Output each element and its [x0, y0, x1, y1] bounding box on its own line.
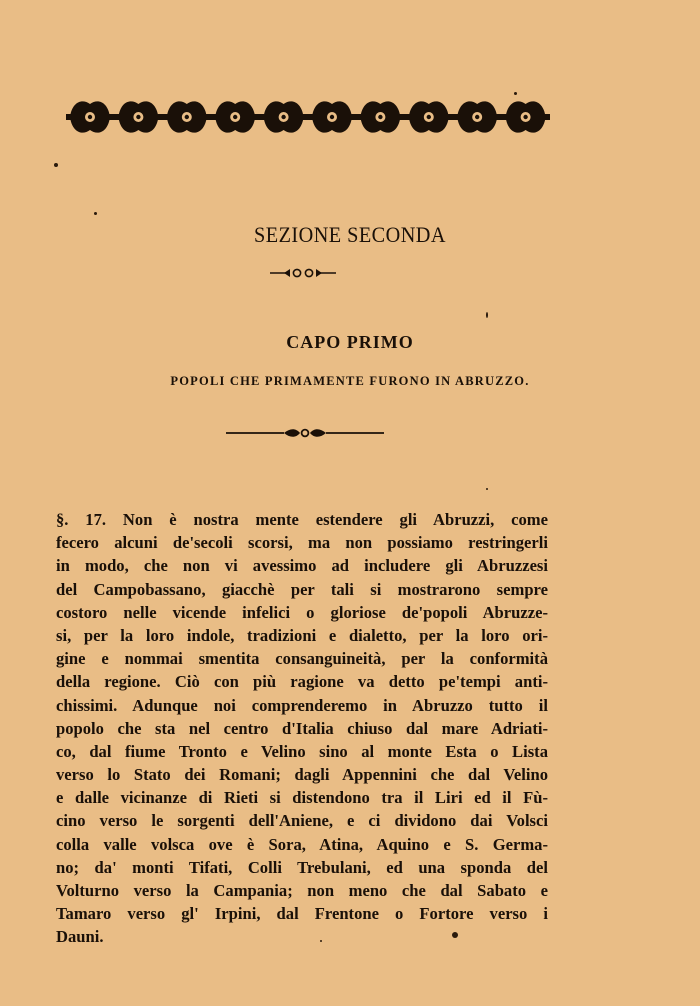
- body-line: popolo che sta nel centro d'Italia chiuso dal mare Adriati-: [56, 718, 548, 738]
- body-line: si, per la loro indole, tradizioni e dialetto, per la loro ori-: [56, 625, 548, 645]
- floral-motif-dot: [136, 115, 140, 119]
- body-paragraph: [56, 508, 548, 949]
- body-line: fecero alcuni de'secoli scorsi, ma non possiamo restringerli: [56, 533, 548, 553]
- body-line: Tamaro verso gl' Irpini, dal Frentone o Fortore verso i: [56, 904, 548, 924]
- print-speck: [320, 940, 322, 942]
- body-line: Volturno verso la Campania; non meno che dal Sabato e: [56, 881, 548, 900]
- floral-motif-dot: [233, 115, 237, 119]
- floral-motif-dot: [185, 115, 189, 119]
- body-line: Dauni.: [56, 927, 104, 947]
- body-line: colla valle volsca ove è Sora, Atina, Aquino e S. Germa-: [56, 834, 548, 854]
- print-speck: [54, 163, 58, 167]
- floral-motif-dot: [281, 115, 285, 119]
- body-line: §. 17. Non è nostra mente estendere gli Abruzzi, come: [56, 510, 548, 529]
- print-speck: [94, 212, 97, 215]
- body-line: cino verso le sorgenti dell'Aniene, e ci dividono dai Volsci: [56, 811, 548, 831]
- print-speck: [486, 312, 488, 318]
- body-line: co, dal fiume Tronto e Velino sino al monte Esta o Lista: [56, 741, 548, 761]
- floral-motif-dot: [330, 115, 334, 119]
- body-line: e dalle vicinanze di Rieti si distendono tra il Liri ed il Fù-: [56, 788, 548, 808]
- chapter-subtitle: POPOLI CHE PRIMAMENTE FURONO IN ABRUZZO.: [170, 374, 530, 388]
- floral-motif-dot: [523, 115, 527, 119]
- body-line: della regione. Ciò con più ragione va detto pe'tempi anti-: [56, 672, 548, 692]
- body-line: chissimi. Adunque noi comprenderemo in Abruzzo tutto il: [56, 695, 548, 715]
- floral-motif-dot: [475, 115, 479, 119]
- body-line: in modo, che non vi avessimo ad includere gli Abruzzesi: [56, 556, 548, 576]
- floral-motif-dot: [427, 115, 431, 119]
- floral-ornament-band-icon: [66, 94, 550, 140]
- floral-motif-dot: [378, 115, 382, 119]
- print-speck: [452, 932, 458, 938]
- chapter-title: CAPO PRIMO: [286, 332, 414, 352]
- body-line: costoro nelle vicende infelici o gloriose de'popoli Abruzze-: [56, 602, 548, 622]
- body-line: no; da' monti Tifati, Colli Trebulani, ed una sponda del: [56, 857, 548, 877]
- small-flourish-icon: [268, 266, 338, 280]
- print-speck: [514, 92, 517, 95]
- floral-motif-dot: [88, 115, 92, 119]
- section-title: SEZIONE SECONDA: [254, 222, 446, 247]
- body-line: gine e nommai smentita consanguineità, per la conformità: [56, 649, 548, 669]
- rule-flourish-icon: [224, 426, 386, 440]
- print-speck: [486, 488, 488, 490]
- body-line: del Campobassano, giacchè per tali si mostrarono sempre: [56, 579, 548, 599]
- body-line: verso lo Stato dei Romani; dagli Appennini che dal Velino: [56, 765, 548, 785]
